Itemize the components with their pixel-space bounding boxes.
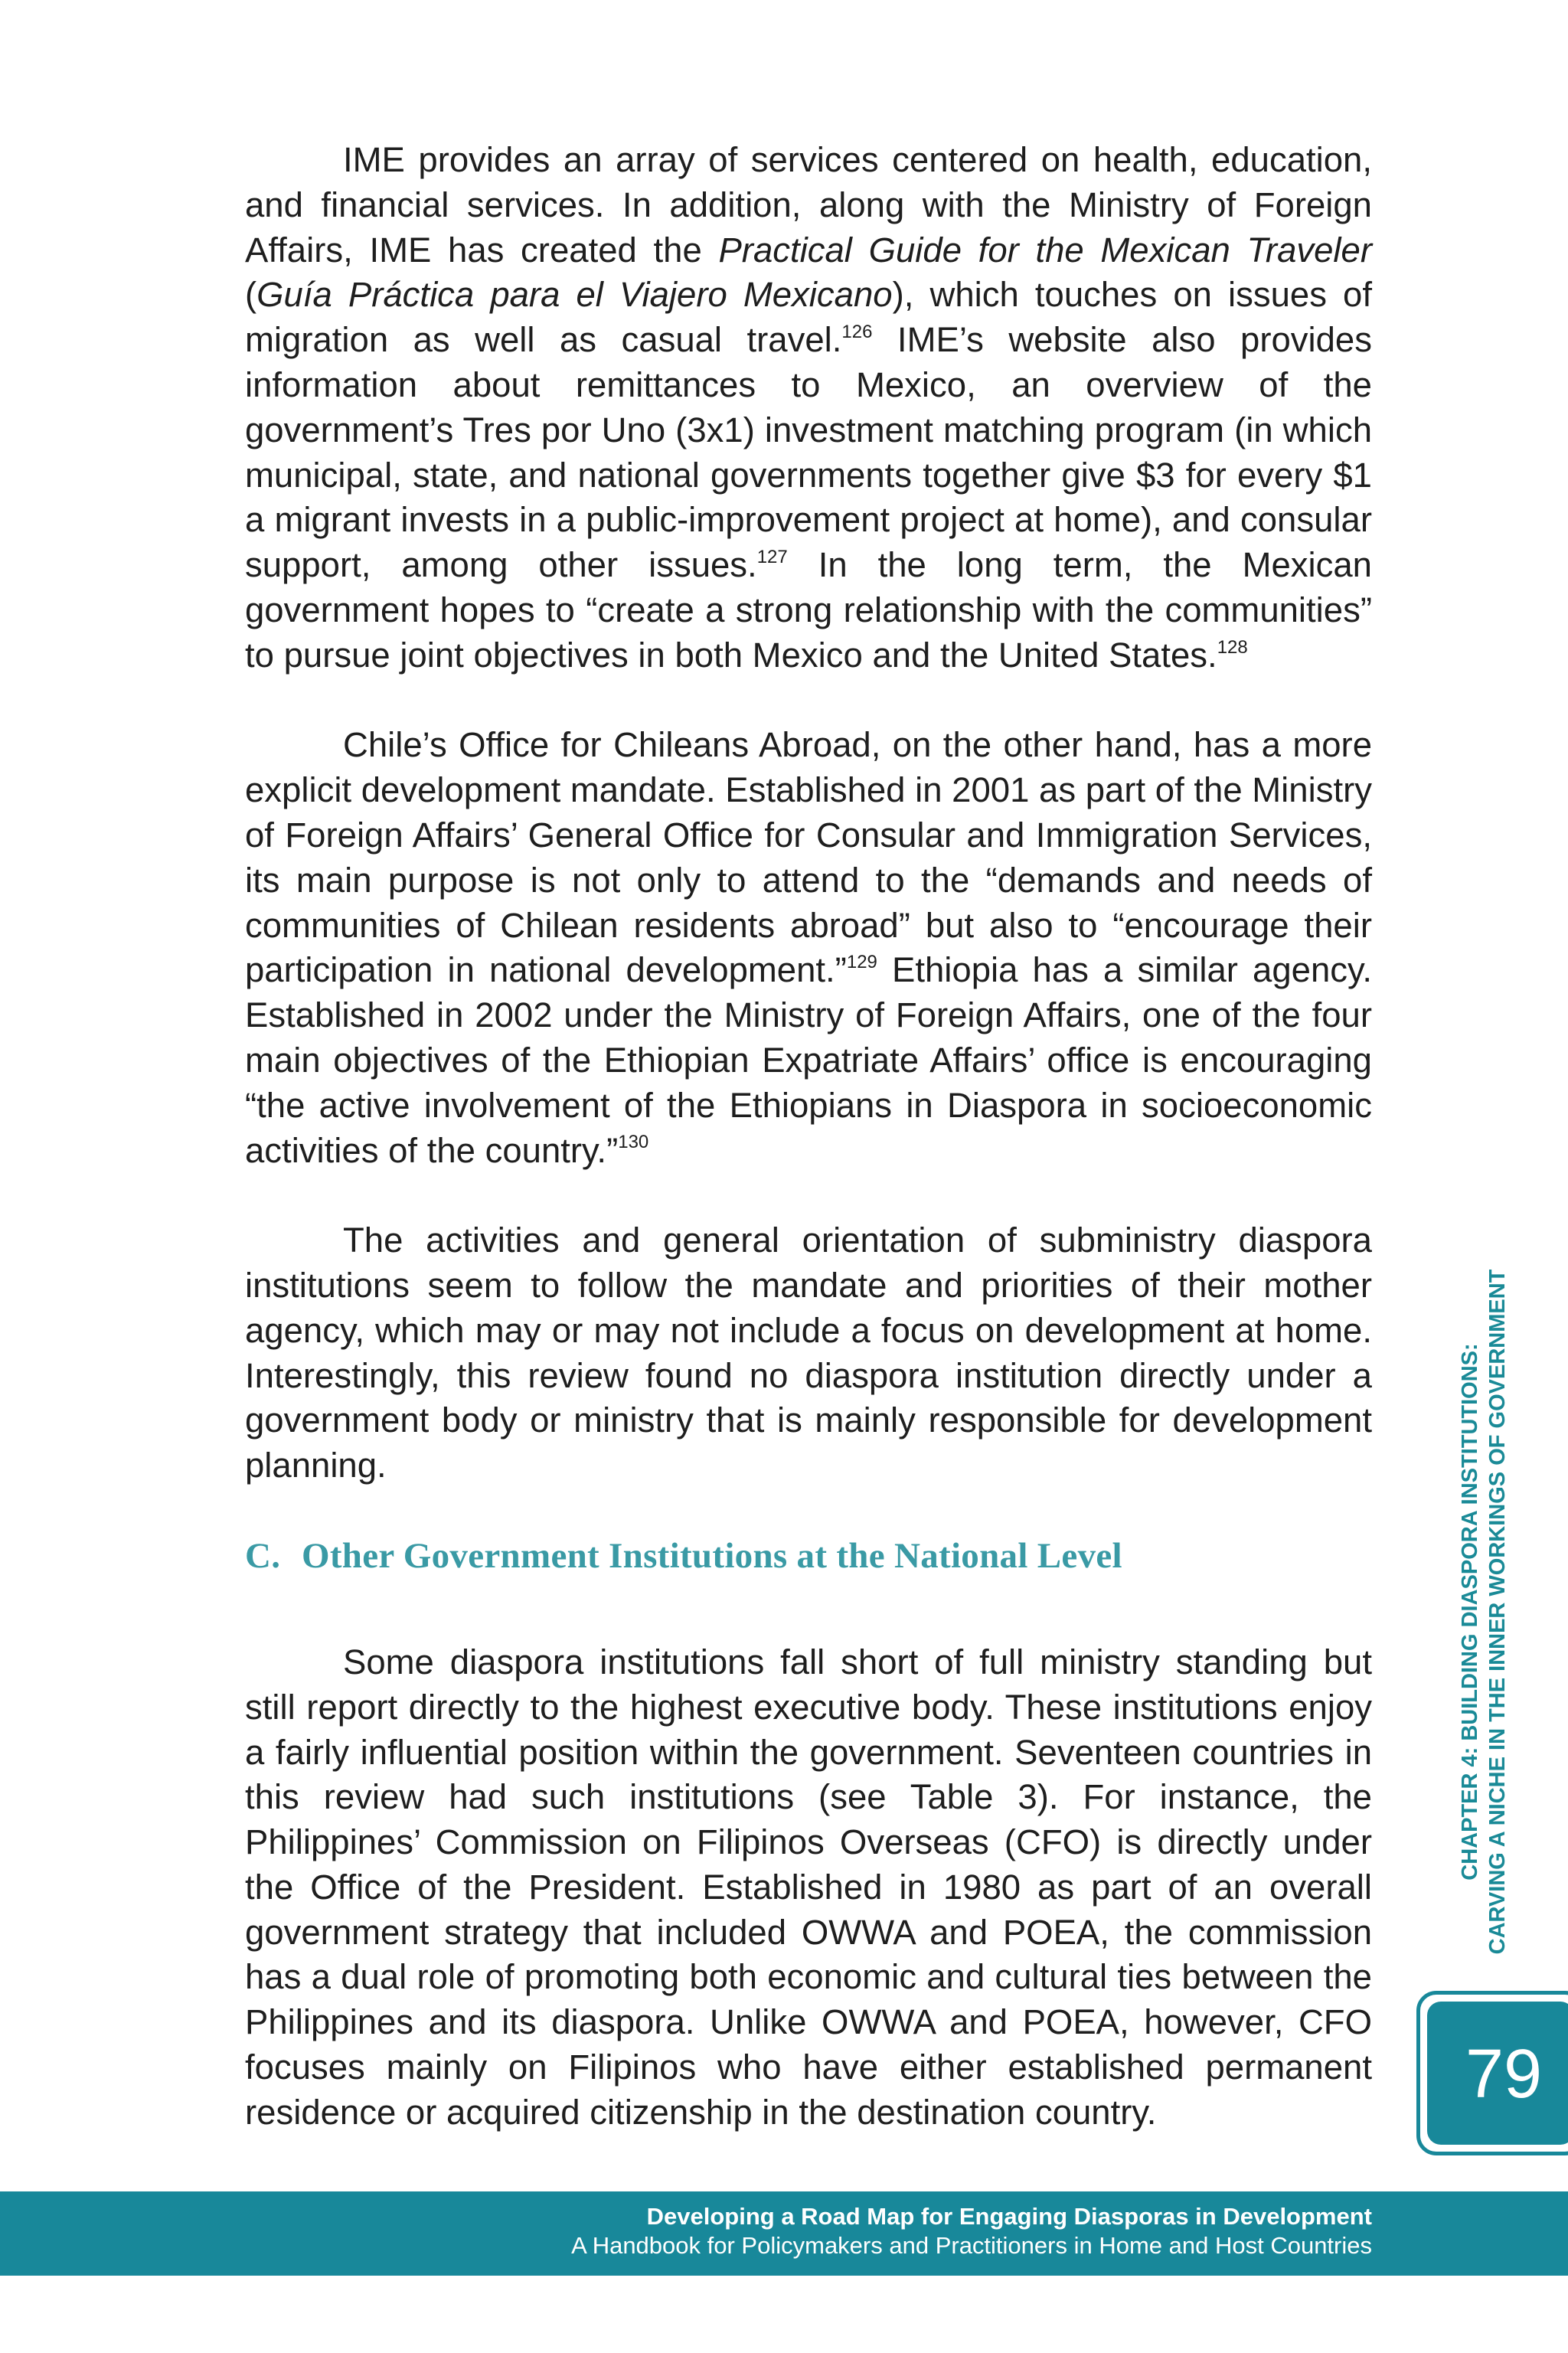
paragraph-chile-office — [245, 723, 1372, 1173]
chapter-running-head — [1447, 1248, 1520, 1976]
chapter-title-line-2: CARVING A NICHE IN THE INNER WORKINGS OF GOVERNMENT — [1485, 1269, 1510, 1955]
page-number-tab — [1416, 1991, 1568, 2155]
paragraph-executive-institutions: Some diaspora institutions fall short of full ministry standing but still report directly to the highest executive body. These institutions enjoy a fairly influential position within the government. Seventeen countries in this review had such institutions (see Table 3). For instance, the Philippines’ Commission on Filipinos Overseas (CFO) is directly under the Office of the President. Established in 1980 as part of an overall government strategy that included OWWA and POEA, the commission has a dual role of promoting both economic and cultural ties between the Philippines and its diaspora. Unlike OWWA and POEA, however, CFO focuses mainly on Filipinos who have either established permanent residence or acquired citizenship in the destination country. — [245, 1642, 1372, 2132]
footer-text — [571, 2202, 1372, 2260]
footnote-ref-127[interactable]: 127 — [756, 547, 788, 568]
p1-text-2: ( — [245, 275, 257, 315]
footnote-ref-126[interactable]: 126 — [841, 322, 873, 343]
footnote-ref-128[interactable]: 128 — [1217, 636, 1248, 658]
p1-text-4: IME’s website also provides information about remittances to Mexico, an overview of the government’s Tres por Uno (3x1) investment matching program (in which municipal, state, and national governments together give $3 for every $1 a migrant invests in a public-improvement project at home), and consular support, among other issues. — [245, 320, 1372, 585]
paragraph-ime-services — [245, 138, 1372, 678]
footer-book-subtitle: A Handbook for Policymakers and Practitioners in Home and Host Countries — [571, 2232, 1372, 2259]
chapter-title-line-1: CHAPTER 4: BUILDING DIASPORA INSTITUTIONS: — [1457, 1343, 1482, 1881]
p1-guide-title-en: Practical Guide for the Mexican Traveler — [718, 230, 1372, 270]
page-body — [245, 138, 1372, 2136]
p2-text-2: Ethiopia has a similar agency. Established in 2002 under the Ministry of Foreign Affairs, one of the four main objectives of the Ethiopian Expatriate Affairs’ office is encouraging “the active involvement of the Ethiopians in Diaspora in socioeconomic activities of the country.” — [245, 950, 1373, 1170]
page-number-tab-fill — [1427, 2002, 1568, 2145]
footnote-ref-129[interactable]: 129 — [846, 952, 877, 973]
section-heading-c — [245, 1533, 1372, 1579]
page-number: 79 — [1465, 2035, 1543, 2113]
p1-text-1: IME provides an array of services centered on health, education, and financial services. In addition, along with the Ministry of Foreign Affairs, IME has created the — [245, 140, 1372, 270]
p1-text-3: ), which touches on issues of migration as well as casual travel. — [245, 275, 1373, 360]
paragraph-subministry-institutions: The activities and general orientation of subministry diaspora institutions seem to follow the mandate and priorities of their mother agency, which may or may not include a focus on development at home. Interestingly, this review found no diaspora institution directly under a government body or ministry that is mainly responsible for development planning. — [245, 1221, 1372, 1485]
p1-text-5: In the long term, the Mexican government hopes to “create a strong relationship with the communities” to pursue joint objectives in both Mexico and the United States. — [245, 545, 1372, 675]
chapter-running-head-text — [1456, 1248, 1511, 1976]
heading-spacer — [245, 1579, 1372, 1640]
footnote-ref-130[interactable]: 130 — [618, 1132, 649, 1153]
section-title: Other Government Institutions at the National Level — [302, 1535, 1122, 1576]
footer-band — [0, 2191, 1568, 2276]
section-letter: C. — [245, 1535, 281, 1576]
footer-book-title: Developing a Road Map for Engaging Diasporas in Development — [646, 2203, 1372, 2230]
p1-guide-title-es: Guía Práctica para el Viajero Mexicano — [256, 275, 893, 315]
p2-text-1: Chile’s Office for Chileans Abroad, on the other hand, has a more explicit development mandate. Established in 2001 as part of the Ministry of Foreign Affairs’ General Office for Consular and Immigration Services, its main purpose is not only to attend to the “demands and needs of communities of Chilean residents abroad” but also to “encourage their participation in national development.” — [245, 725, 1372, 990]
